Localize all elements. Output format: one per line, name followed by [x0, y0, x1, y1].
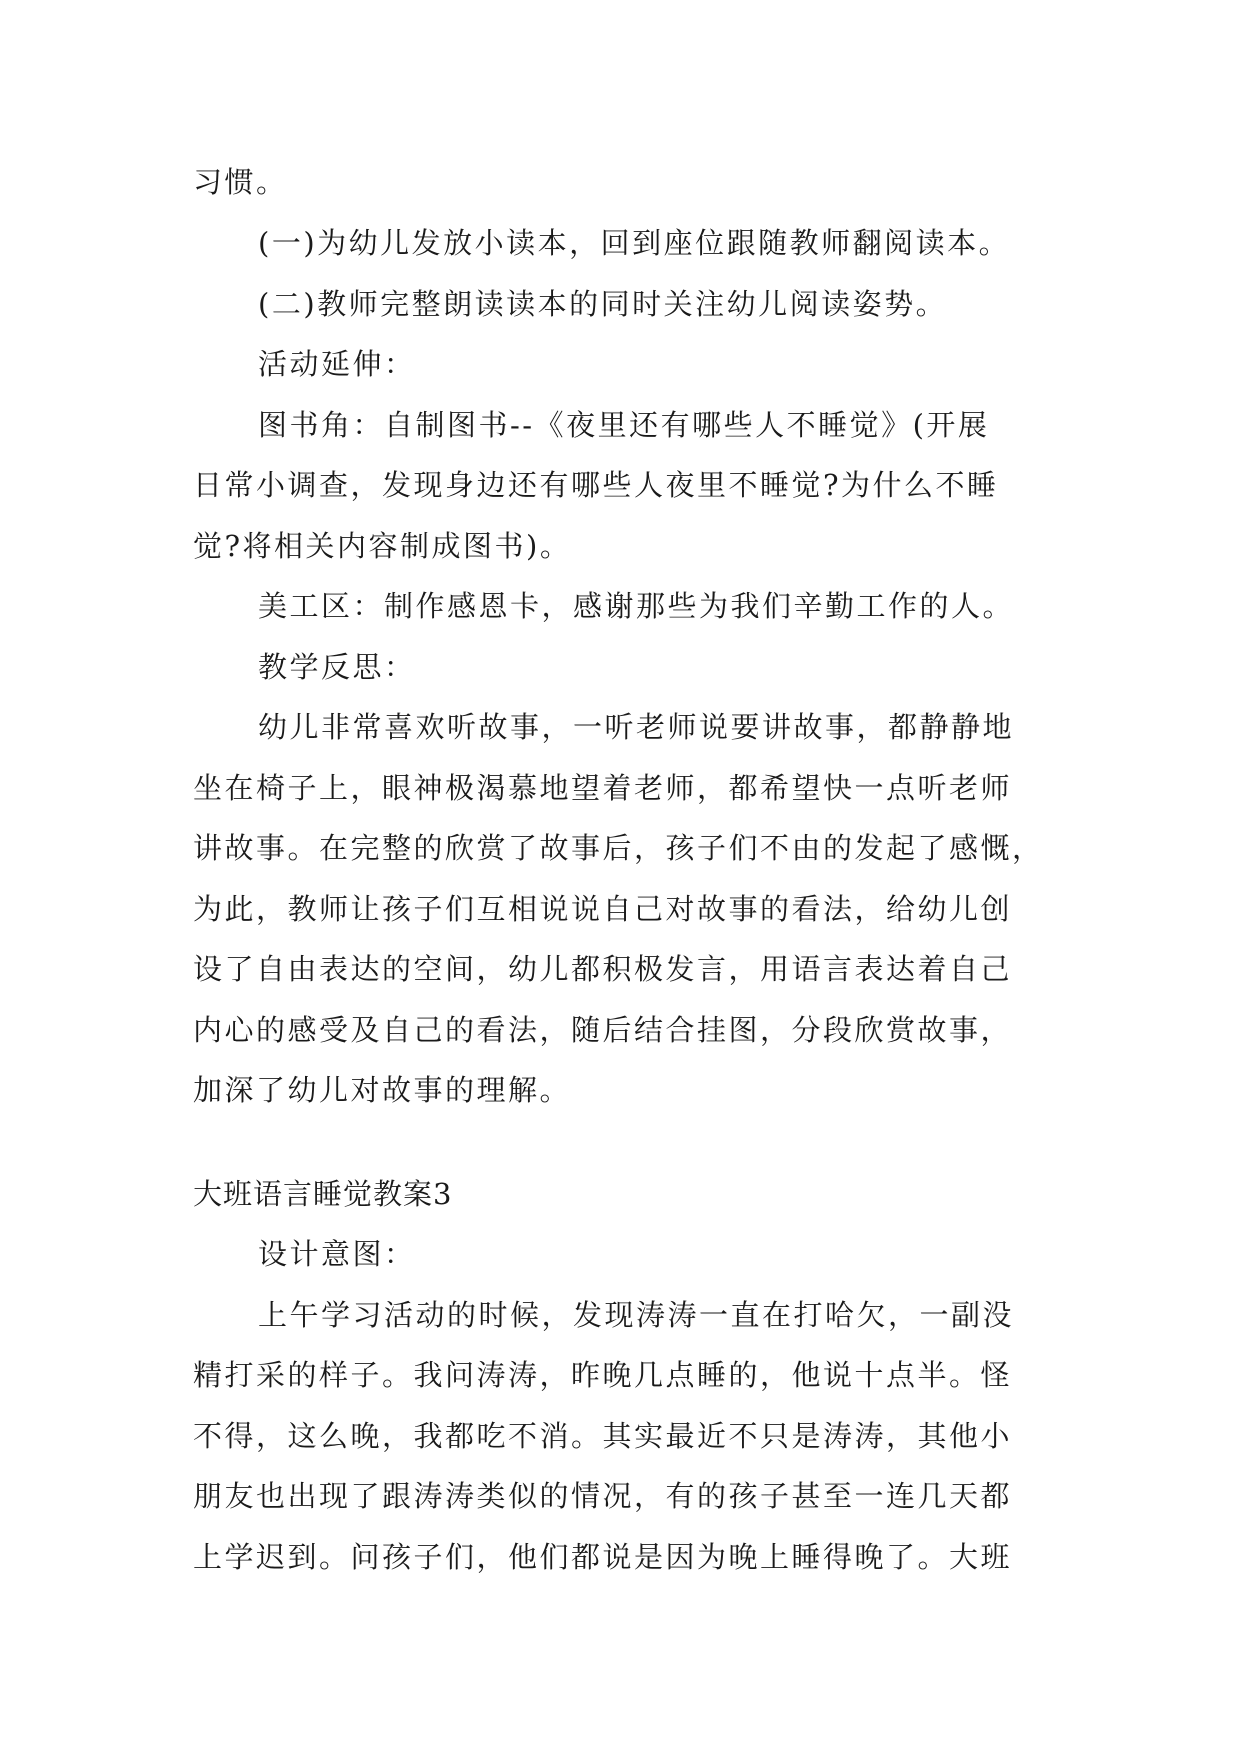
- paragraph-line: 坐在椅子上，眼神极渴慕地望着老师，都希望快一点听老师: [193, 771, 1013, 805]
- section-label: 教学反思：: [258, 650, 416, 684]
- section-label: 设计意图：: [258, 1237, 416, 1271]
- paragraph-line: 精打采的样子。我问涛涛，昨晚几点睡的，他说十点半。怪: [193, 1358, 1013, 1392]
- paragraph-line: 朋友也出现了跟涛涛类似的情况，有的孩子甚至一连几天都: [193, 1479, 1013, 1513]
- section-heading: 大班语言睡觉教案3: [193, 1177, 453, 1211]
- paragraph-line: 上学迟到。问孩子们，他们都说是因为晚上睡得晚了。大班: [193, 1540, 1013, 1574]
- paragraph-line: 幼儿非常喜欢听故事，一听老师说要讲故事，都静静地: [258, 710, 1015, 744]
- section-label: 活动延伸：: [258, 347, 416, 381]
- paragraph-line: 美工区：制作感恩卡，感谢那些为我们辛勤工作的人。: [258, 589, 1015, 623]
- paragraph-line: (一)为幼儿发放小读本，回到座位跟随教师翻阅读本。: [258, 226, 1011, 260]
- paragraph-line: 为此，教师让孩子们互相说说自己对故事的看法，给幼儿创: [193, 892, 1013, 926]
- paragraph-line: 日常小调查，发现身边还有哪些人夜里不睡觉?为什么不睡: [193, 468, 999, 502]
- paragraph-line: 内心的感受及自己的看法，随后结合挂图，分段欣赏故事，: [193, 1013, 1013, 1047]
- paragraph-line: 设了自由表达的空间，幼儿都积极发言，用语言表达着自己: [193, 952, 1013, 986]
- paragraph-line: 讲故事。在完整的欣赏了故事后，孩子们不由的发起了感慨，: [193, 831, 1044, 865]
- paragraph-line: 加深了幼儿对故事的理解。: [193, 1073, 572, 1107]
- paragraph-line: (二)教师完整朗读读本的同时关注幼儿阅读姿势。: [258, 287, 948, 321]
- paragraph-line: 上午学习活动的时候，发现涛涛一直在打哈欠，一副没: [258, 1298, 1015, 1332]
- paragraph-line: 习惯。: [193, 165, 288, 199]
- paragraph-line: 不得，这么晚，我都吃不消。其实最近不只是涛涛，其他小: [193, 1419, 1013, 1453]
- paragraph-line: 图书角：自制图书--《夜里还有哪些人不睡觉》(开展: [258, 408, 990, 442]
- paragraph-line: 觉?将相关内容制成图书)。: [193, 529, 572, 563]
